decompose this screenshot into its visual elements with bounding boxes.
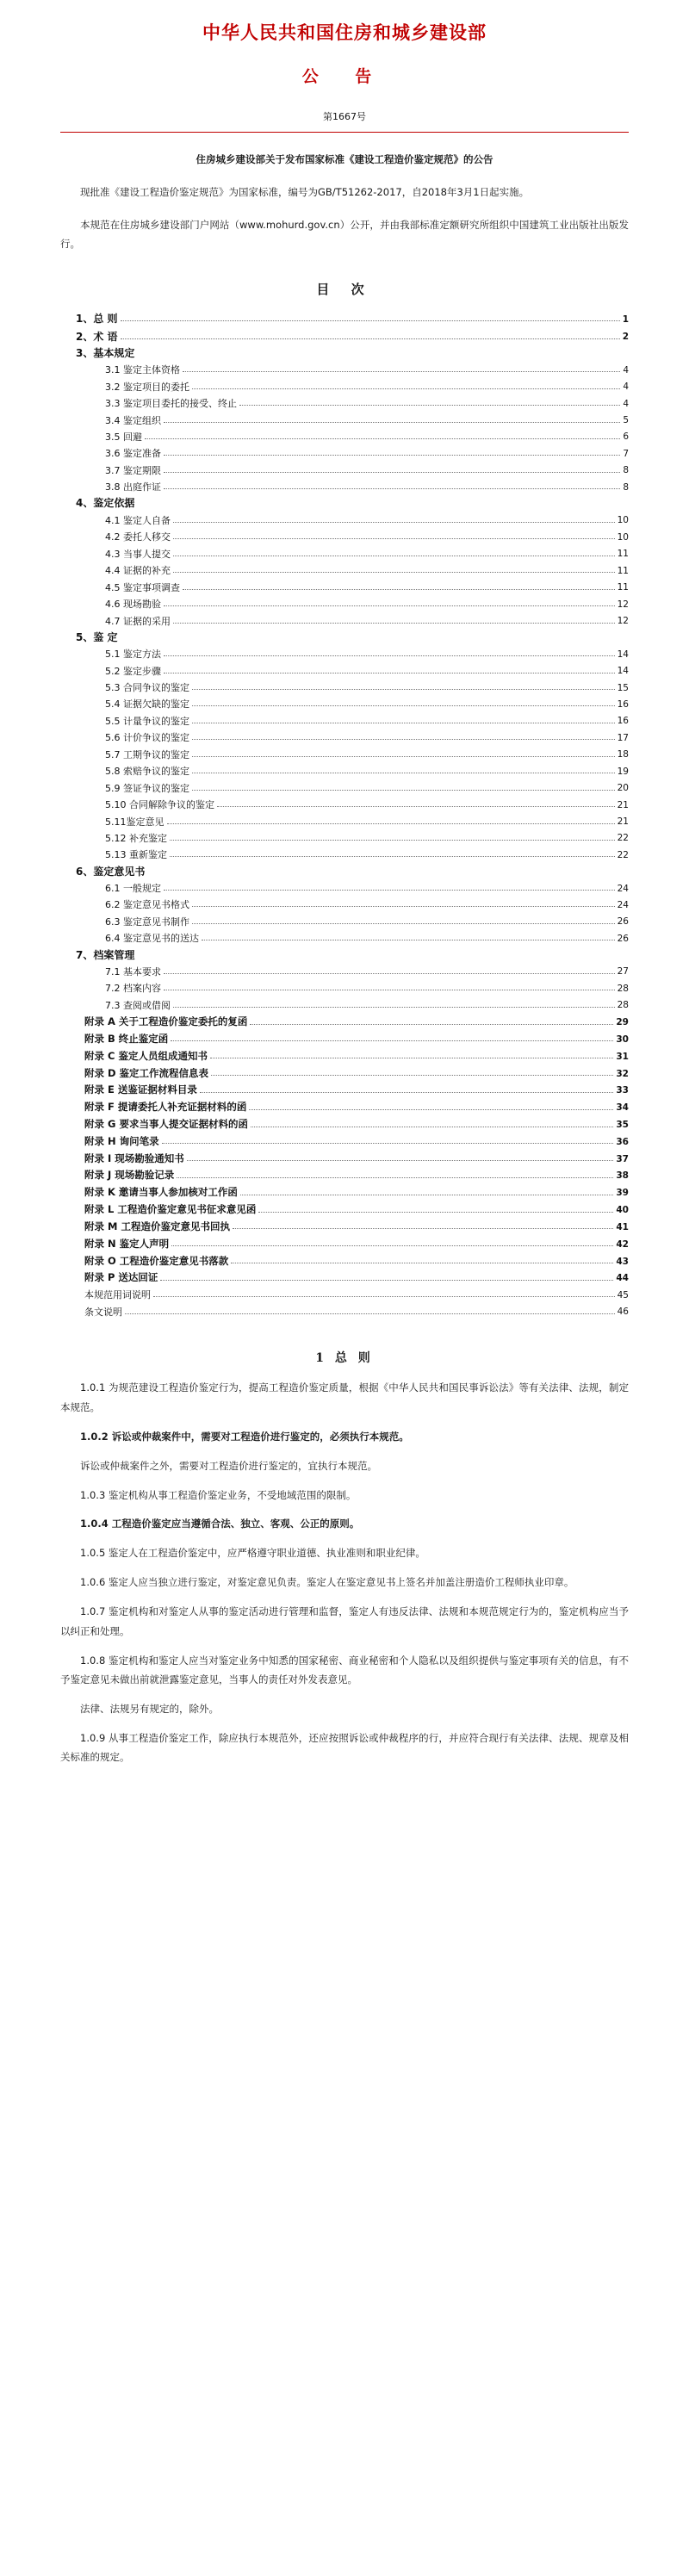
toc-entry-page: 43	[616, 1256, 629, 1267]
toc-entry[interactable]	[60, 310, 629, 327]
toc-entry-label: 附录 N 鉴定人声明	[84, 1237, 170, 1250]
toc-leader-dots	[210, 1051, 613, 1059]
toc-entry-page: 14	[617, 649, 629, 660]
toc-entry[interactable]	[60, 1201, 629, 1218]
clause-paragraph: 1.0.1 为规范建设工程造价鉴定行为，提高工程造价鉴定质量，根据《中华人民共和国民事诉讼法》等有关法律、法规，制定本规范。	[60, 1381, 629, 1413]
toc-entry-page: 15	[617, 682, 629, 693]
toc-entry-page: 10	[617, 515, 629, 526]
toc-entry[interactable]	[60, 579, 629, 595]
toc-entry-page: 22	[617, 833, 629, 844]
announcement-title: 住房城乡建设部关于发布国家标准《建设工程造价鉴定规范》的公告	[196, 153, 493, 165]
toc-entry-page: 30	[616, 1034, 629, 1045]
toc-entry-label: 6.1 一般规定	[105, 883, 161, 895]
toc-entry-label: 4.2 委托人移交	[105, 531, 171, 543]
toc-entry[interactable]	[60, 1235, 629, 1252]
toc-entry-page: 8	[623, 465, 629, 476]
clause-paragraph: 1.0.3 鉴定机构从事工程造价鉴定业务，不受地域范围的限制。	[80, 1488, 357, 1501]
toc-entry-label: 4.4 证据的补充	[105, 565, 171, 577]
toc-entry[interactable]	[60, 629, 629, 645]
toc-entry-label: 3.6 鉴定准备	[105, 448, 161, 460]
toc-entry-page: 32	[616, 1068, 629, 1079]
toc-entry-label: 4、鉴定依据	[76, 497, 135, 510]
toc-entry-page: 38	[616, 1170, 629, 1182]
clause-paragraph: 1.0.8 鉴定机构和鉴定人应当对鉴定业务中知悉的国家秘密、商业秘密和个人隐私以及组织提供与鉴定事项有关的信息，有不予鉴定意见未做出前就泄露鉴定意见，当事人的责任对外发表意见。	[60, 1654, 629, 1685]
toc-entry-page: 28	[617, 983, 629, 994]
toc-entry-label: 附录 F 提请委托人补充证据材料的函	[84, 1101, 247, 1114]
toc-entry-page: 36	[616, 1136, 629, 1147]
toc-entry-label: 5.5 计量争议的鉴定	[105, 715, 189, 727]
toc-entry[interactable]	[60, 595, 629, 611]
toc-entry-label: 7、档案管理	[76, 948, 135, 961]
toc-entry-label: 6.4 鉴定意见书的送达	[105, 933, 199, 945]
toc-entry-label: 5.2 鉴定步骤	[105, 665, 161, 677]
clause-paragraph: 法律、法规另有规定的，除外。	[80, 1702, 219, 1715]
toc-entry-page: 42	[616, 1238, 629, 1250]
toc-entry-page: 44	[616, 1273, 629, 1284]
toc-entry[interactable]	[60, 1030, 629, 1047]
toc-entry[interactable]	[60, 996, 629, 1013]
toc-entry-page: 35	[616, 1120, 629, 1131]
toc-entry[interactable]	[60, 829, 629, 846]
toc-entry[interactable]	[60, 327, 629, 345]
toc-leader-dots	[173, 615, 615, 623]
toc-entry[interactable]	[60, 445, 629, 462]
toc-entry-label: 5.4 证据欠缺的鉴定	[105, 698, 189, 711]
document-type-heading: 公 告	[301, 67, 388, 86]
toc-entry[interactable]	[60, 1099, 629, 1116]
toc-entry-page: 21	[617, 799, 629, 810]
toc-entry-label: 4.6 现场勘验	[105, 599, 161, 611]
toc-entry[interactable]	[60, 1184, 629, 1201]
toc-entry-page: 39	[616, 1188, 629, 1199]
toc-entry[interactable]	[60, 478, 629, 494]
toc-entry-label: 附录 M 工程造价鉴定意见书回执	[84, 1220, 230, 1232]
toc-entry-page: 11	[617, 549, 629, 560]
toc-entry-page: 8	[623, 481, 629, 493]
toc-entry-label: 附录 P 送达回证	[84, 1271, 158, 1284]
toc-entry-label: 附录 L 工程造价鉴定意见书征求意见函	[84, 1203, 257, 1216]
toc-entry-page: 22	[617, 849, 629, 860]
toc-leader-dots	[164, 665, 615, 673]
toc-leader-dots	[164, 883, 615, 891]
toc-entry[interactable]	[60, 562, 629, 578]
toc-entry[interactable]	[60, 394, 629, 411]
toc-leader-dots	[249, 1102, 613, 1110]
toc-entry[interactable]	[60, 696, 629, 712]
announcement-paragraph-2: 本规范在住房城乡建设部门户网站（www.mohurd.gov.cn）公开，并由我部标准定额研究所组织中国建筑工业出版社出版发行。	[60, 218, 629, 251]
toc-entry[interactable]	[60, 1115, 629, 1133]
toc-entry-page: 2	[622, 332, 629, 343]
toc-entry-page: 33	[616, 1085, 629, 1096]
toc-entry[interactable]	[60, 345, 629, 361]
toc-entry[interactable]	[60, 729, 629, 746]
toc-entry-page: 4	[623, 364, 629, 376]
toc-entry[interactable]	[60, 662, 629, 679]
toc-entry[interactable]	[60, 879, 629, 896]
toc-entry-label: 附录 A 关于工程造价鉴定委托的复函	[84, 1015, 248, 1028]
toc-entry-page: 4	[623, 382, 629, 393]
toc-entry[interactable]	[60, 361, 629, 377]
toc-entry[interactable]	[60, 412, 629, 428]
clause-paragraph: 1.0.5 鉴定人在工程造价鉴定中，应严格遵守职业道德、执业准则和职业纪律。	[80, 1547, 425, 1560]
toc-leader-dots	[121, 331, 620, 339]
clause-paragraph: 1.0.7 鉴定机构和对鉴定人从事的鉴定活动进行管理和监督，鉴定人有违反法律、法规和本规范规定行为的，鉴定机构应当予以纠正和处理。	[60, 1605, 629, 1637]
toc-entry-label: 5.13 重新鉴定	[105, 849, 167, 861]
toc-leader-dots	[171, 1238, 613, 1247]
toc-entry-label: 3.1 鉴定主体资格	[105, 364, 180, 376]
toc-entry-page: 40	[616, 1205, 629, 1216]
toc-entry-label: 5.9 签证争议的鉴定	[105, 782, 189, 794]
toc-entry[interactable]	[60, 1047, 629, 1065]
toc-entry[interactable]	[60, 679, 629, 695]
toc-leader-dots	[164, 481, 620, 489]
toc-entry-label: 4.3 当事人提交	[105, 548, 171, 560]
toc-entry-page: 1	[622, 313, 629, 325]
toc-entry-page: 14	[617, 666, 629, 677]
toc-entry-page: 20	[617, 783, 629, 794]
toc-entry-label: 5.12 补充鉴定	[105, 832, 167, 844]
toc-entry-label: 附录 B 终止鉴定函	[84, 1032, 169, 1045]
toc-leader-dots	[183, 364, 620, 372]
toc-entry-page: 18	[617, 749, 629, 760]
toc-leader-dots	[202, 933, 615, 940]
toc-leader-dots	[173, 549, 615, 556]
toc-leader-dots	[217, 799, 615, 807]
toc-leader-dots	[240, 1187, 613, 1195]
toc-leader-dots	[192, 766, 615, 773]
toc-entry-page: 26	[617, 916, 629, 928]
table-of-contents	[60, 310, 629, 1320]
toc-entry[interactable]	[60, 1013, 629, 1030]
toc-entry[interactable]	[60, 1252, 629, 1269]
toc-entry-page: 16	[617, 716, 629, 727]
toc-entry[interactable]	[60, 762, 629, 779]
toc-entry-label: 5.1 鉴定方法	[105, 649, 161, 661]
chapter-title: 1 总 则	[315, 1351, 374, 1366]
toc-leader-dots	[153, 1289, 615, 1297]
toc-leader-dots	[171, 1034, 613, 1042]
toc-leader-dots	[170, 833, 615, 841]
toc-entry-label: 3.5 回避	[105, 431, 142, 443]
toc-leader-dots	[173, 565, 615, 573]
toc-entry-label: 附录 G 要求当事人提交证据材料的函	[84, 1118, 248, 1131]
clause-paragraph: 1.0.4 工程造价鉴定应当遵循合法、独立、客观、公正的原则。	[80, 1518, 360, 1530]
toc-entry[interactable]	[60, 847, 629, 863]
toc-leader-dots	[164, 649, 615, 656]
toc-entry-label: 5.3 合同争议的鉴定	[105, 682, 189, 694]
toc-leader-dots	[121, 313, 620, 321]
toc-entry-page: 19	[617, 766, 629, 777]
toc-leader-dots	[251, 1119, 613, 1127]
toc-leader-dots	[192, 698, 615, 706]
toc-entry-label: 3.7 鉴定期限	[105, 464, 161, 476]
toc-leader-dots	[211, 1067, 613, 1076]
toc-entry[interactable]	[60, 863, 629, 879]
toc-entry[interactable]	[60, 545, 629, 562]
toc-entry-label: 4.5 鉴定事项调查	[105, 581, 180, 593]
toc-entry[interactable]	[60, 1133, 629, 1150]
toc-leader-dots	[192, 381, 620, 388]
toc-entry-page: 24	[617, 899, 629, 910]
toc-entry[interactable]	[60, 512, 629, 528]
toc-leader-dots	[192, 732, 615, 740]
toc-entry-page: 29	[616, 1017, 629, 1028]
clause-paragraph: 1.0.9 从事工程造价鉴定工作，除应执行本规范外，还应按照诉讼或仲裁程序的行，并应符合现行有关法律、法规、规章及相关标准的规定。	[60, 1731, 629, 1764]
toc-entry-page: 26	[617, 933, 629, 944]
toc-entry-page: 10	[617, 531, 629, 543]
toc-leader-dots	[173, 531, 615, 539]
toc-entry-page: 11	[617, 565, 629, 576]
toc-entry-label: 本规范用词说明	[84, 1289, 151, 1301]
toc-entry-label: 附录 E 送鉴证据材料目录	[84, 1083, 197, 1096]
toc-entry-label: 附录 I 现场勘验通知书	[84, 1151, 184, 1164]
toc-entry[interactable]	[60, 462, 629, 478]
chapter-body	[60, 1378, 629, 1766]
toc-heading: 目 次	[316, 281, 373, 297]
toc-entry-label: 5.7 工期争议的鉴定	[105, 748, 189, 760]
toc-leader-dots	[250, 1016, 613, 1025]
toc-entry-page: 21	[617, 816, 629, 828]
toc-entry-label: 5.10 合同解除争议的鉴定	[105, 799, 214, 811]
toc-leader-dots	[187, 1153, 614, 1162]
toc-leader-dots	[192, 899, 615, 907]
toc-entry-label: 条文说明	[84, 1306, 122, 1318]
toc-entry[interactable]	[60, 712, 629, 729]
toc-entry-page: 6	[623, 431, 629, 443]
toc-entry-label: 7.2 档案内容	[105, 983, 161, 995]
toc-entry[interactable]	[60, 980, 629, 996]
toc-entry-page: 27	[617, 966, 629, 978]
toc-entry-label: 6.2 鉴定意见书格式	[105, 899, 189, 911]
toc-leader-dots	[164, 414, 620, 422]
toc-entry-label: 5、鉴 定	[76, 630, 118, 643]
toc-entry-page: 17	[617, 732, 629, 743]
toc-leader-dots	[173, 515, 615, 523]
toc-leader-dots	[164, 966, 615, 974]
toc-leader-dots	[167, 816, 615, 823]
toc-entry[interactable]	[60, 779, 629, 796]
toc-entry[interactable]	[60, 796, 629, 812]
announcement-paragraph-1: 现批准《建设工程造价鉴定规范》为国家标准，编号为GB/T51262-2017，自2018年3月1日起实施。	[80, 185, 530, 198]
toc-entry-page: 34	[616, 1102, 629, 1114]
toc-entry-page: 16	[617, 698, 629, 710]
toc-entry-page: 11	[617, 582, 629, 593]
toc-entry[interactable]	[60, 1269, 629, 1287]
toc-leader-dots	[231, 1255, 613, 1263]
toc-entry[interactable]	[60, 1286, 629, 1302]
toc-entry[interactable]	[60, 1167, 629, 1184]
toc-entry[interactable]	[60, 1150, 629, 1167]
toc-entry-page: 24	[617, 883, 629, 894]
toc-entry-page: 46	[617, 1307, 629, 1318]
toc-entry-label: 6、鉴定意见书	[76, 865, 146, 878]
toc-entry-page: 37	[616, 1153, 629, 1164]
toc-entry[interactable]	[60, 913, 629, 929]
toc-leader-dots	[177, 1170, 613, 1178]
toc-entry-label: 5.8 索赔争议的鉴定	[105, 766, 189, 778]
toc-entry-page: 41	[616, 1221, 629, 1232]
toc-entry-page: 28	[617, 1000, 629, 1011]
toc-entry[interactable]	[60, 428, 629, 444]
clause-paragraph: 诉讼或仲裁案件之外，需要对工程造价进行鉴定的，宜执行本规范。	[80, 1459, 377, 1472]
toc-leader-dots	[164, 599, 615, 606]
toc-leader-dots	[170, 849, 615, 857]
toc-entry-page: 7	[623, 448, 629, 459]
toc-leader-dots	[192, 682, 615, 690]
toc-entry-label: 附录 C 鉴定人员组成通知书	[84, 1049, 208, 1062]
toc-entry[interactable]	[60, 813, 629, 829]
clause-paragraph: 1.0.6 鉴定人应当独立进行鉴定，对鉴定意见负责。鉴定人在鉴定意见书上签名并加盖注册造价工程师执业印章。	[80, 1576, 574, 1589]
toc-entry-page: 4	[623, 398, 629, 409]
toc-entry[interactable]	[60, 1082, 629, 1099]
toc-leader-dots	[164, 983, 615, 990]
toc-leader-dots	[192, 916, 615, 924]
toc-entry[interactable]	[60, 930, 629, 947]
clause-paragraph: 1.0.2 诉讼或仲裁案件中，需要对工程造价进行鉴定的，必须执行本规范。	[80, 1430, 409, 1443]
toc-leader-dots	[173, 1000, 615, 1008]
toc-entry[interactable]	[60, 963, 629, 979]
toc-entry-label: 3、基本规定	[76, 346, 135, 359]
toc-entry-page: 12	[617, 616, 629, 627]
toc-entry-label: 附录 K 邀请当事人参加核对工作函	[84, 1186, 238, 1199]
toc-entry-label: 附录 H 询问笔录	[84, 1134, 159, 1147]
toc-entry-label: 4.1 鉴定人自备	[105, 514, 171, 526]
toc-entry-label: 3.2 鉴定项目的委托	[105, 381, 189, 393]
toc-entry[interactable]	[60, 495, 629, 512]
toc-leader-dots	[125, 1306, 615, 1313]
toc-entry[interactable]	[60, 897, 629, 913]
toc-leader-dots	[145, 431, 620, 439]
toc-entry-label: 7.1 基本要求	[105, 965, 161, 978]
toc-leader-dots	[239, 398, 620, 406]
toc-leader-dots	[192, 749, 615, 757]
toc-entry-label: 4.7 证据的采用	[105, 615, 171, 627]
toc-entry-label: 附录 D 鉴定工作流程信息表	[84, 1066, 209, 1079]
toc-leader-dots	[233, 1221, 613, 1230]
toc-entry[interactable]	[60, 612, 629, 629]
toc-entry-label: 3.4 鉴定组织	[105, 414, 161, 426]
toc-leader-dots	[192, 716, 615, 723]
page-title: 中华人民共和国住房和城乡建设部	[202, 22, 487, 43]
toc-entry-page: 5	[623, 415, 629, 426]
toc-entry-label: 附录 J 现场勘验记录	[84, 1169, 175, 1182]
toc-leader-dots	[160, 1272, 613, 1281]
toc-leader-dots	[183, 581, 615, 589]
toc-leader-dots	[162, 1136, 614, 1145]
toc-leader-dots	[258, 1204, 613, 1213]
toc-leader-dots	[164, 465, 620, 473]
toc-entry[interactable]	[60, 1218, 629, 1235]
toc-entry-label: 7.3 查阅或借阅	[105, 999, 171, 1011]
toc-entry-label: 5.6 计价争议的鉴定	[105, 732, 189, 744]
toc-leader-dots	[200, 1084, 614, 1093]
toc-entry-page: 45	[617, 1289, 629, 1300]
toc-entry[interactable]	[60, 378, 629, 394]
toc-leader-dots	[164, 448, 620, 456]
document-number: 第1667号	[323, 111, 366, 122]
toc-entry-label: 6.3 鉴定意见书制作	[105, 916, 189, 928]
toc-entry-label: 1、总 则	[76, 313, 118, 326]
toc-leader-dots	[192, 782, 615, 790]
toc-entry-label: 3.3 鉴定项目委托的接受、终止	[105, 398, 237, 410]
toc-entry[interactable]	[60, 645, 629, 661]
toc-entry-label: 附录 O 工程造价鉴定意见书落款	[84, 1254, 229, 1267]
toc-entry-label: 5.11鉴定意见	[105, 816, 164, 828]
toc-entry[interactable]	[60, 529, 629, 545]
toc-entry[interactable]	[60, 746, 629, 762]
toc-entry[interactable]	[60, 1065, 629, 1082]
toc-entry-page: 31	[616, 1051, 629, 1062]
divider	[60, 132, 629, 133]
toc-entry[interactable]	[60, 1303, 629, 1319]
toc-entry[interactable]	[60, 947, 629, 963]
toc-entry-label: 3.8 出庭作证	[105, 481, 161, 493]
toc-entry-label: 2、术 语	[76, 330, 118, 343]
toc-entry-page: 12	[617, 599, 629, 610]
